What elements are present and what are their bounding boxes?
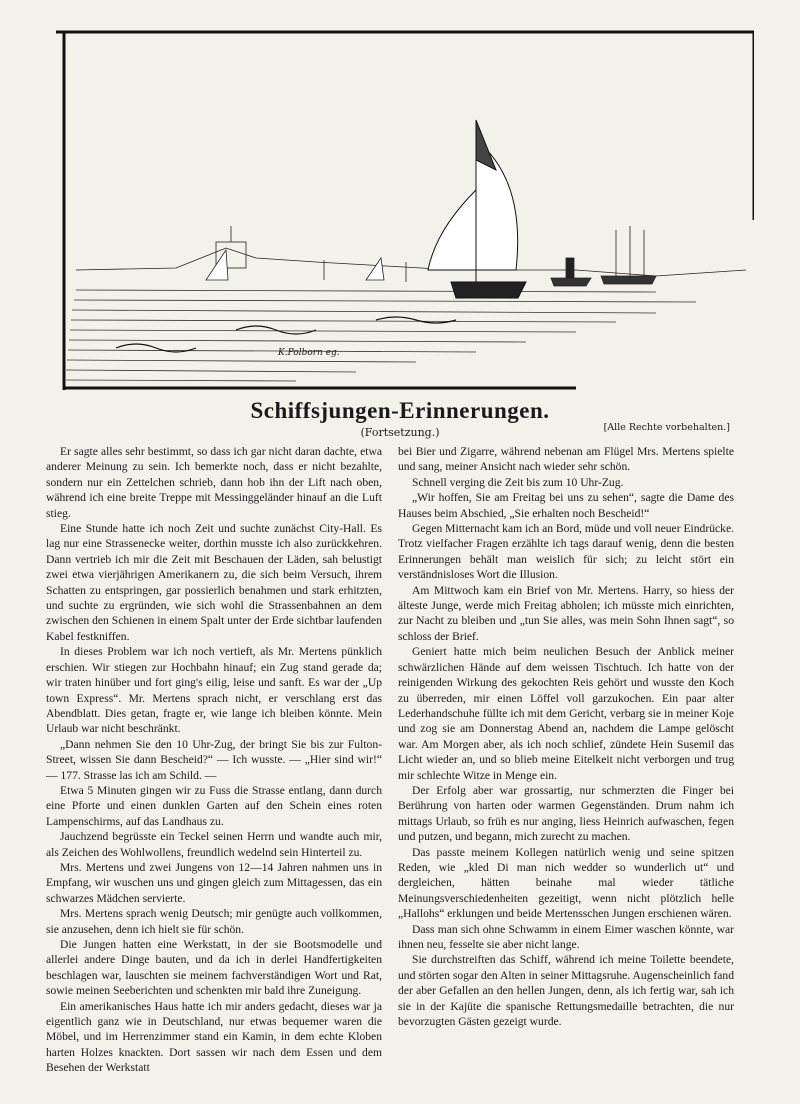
illustrator-signature: K.Polborn eg. <box>278 348 340 358</box>
paragraph: Ein amerikanisches Haus hatte ich mir anders gedacht, dieses war ja eigentlich ganz wie in Deutschland, nur etwas bequemer waren die Möbel, und im Herrenzimmer stand ein Kamin, in dem echte Kloben harten Holzes knackten. Dort sassen wir nach dem Essen und dem Besehen der Werkstatt <box>46 999 382 1075</box>
paragraph: Mrs. Mertens und zwei Jungens von 12—14 Jahren nahmen uns in Empfang, wir wuschen uns und gingen gleich zum Mittagessen, das ein schwarzes Mädchen servierte. <box>46 860 382 905</box>
article-subtitle: (Fortsetzung.) <box>360 426 440 439</box>
left-column <box>46 444 382 1076</box>
paragraph: Am Mittwoch kam ein Brief von Mr. Mertens. Harry, so hiess der älteste Junge, werde mich Freitag abholen; ich müsste mich einrichten, zur Nacht zu bleiben und „tun Sie alles, was mein Sohn Ihnen sagt“, so schloss der Brief. <box>398 583 734 643</box>
paragraph: Schnell verging die Zeit bis zum 10 Uhr-Zug. <box>412 475 624 489</box>
article-title: Schiffsjungen-Erinnerungen. <box>250 398 550 423</box>
paragraph: Geniert hatte mich beim neulichen Besuch der Anblick meiner schwärzlichen Hände auf dem weissen Tischtuch. Ich hatte von der reinigenden Wirkung des gekochten Reis gehört und wusste den Koch zu überreden, mir einen Löffel voll garzukochen. Ein paar alter Lederhandschuhe füllte ich mit dem Gericht, verbarg sie in meiner Koje und zog sie am Donnerstag Abend an, nachdem die Lampe gelöscht war. Am Morgen aber, als ich noch schlief, zündete Hein Susemil das Licht wieder an, und so blieb meine Eitelkeit nicht verborgen und trug mir schlechte Witze in Menge ein. <box>398 645 734 782</box>
paragraph: „Dann nehmen Sie den 10 Uhr-Zug, der bringt Sie bis zur Fulton-Street, wissen Sie dann Bescheid?“ — Ich wusste. — „Hier sind wir!“ — 177. Strasse las ich am Schild. — <box>46 737 382 782</box>
distant-ships <box>551 226 656 286</box>
paragraph: In dieses Problem war ich noch vertieft, als Mr. Mertens pünklich erschien. Wir stiegen zur Hochbahn hinauf; ein Zug stand gerade da; wir traten hinüber und fort ging's eilig, leise und sanft. Es war der „Up town Express“. Mr. Mertens sprach nicht, er verschlang erst das Abendblatt. Dies getan, fragte er, wie lange ich bleiben könnte. Mein Urlaub war nicht beschränkt. <box>46 645 382 736</box>
paragraph: Gegen Mitternacht kam ich an Bord, müde und voll neuer Eindrücke. Trotz vielfacher Fragen erzählte ich tags darauf wenig, denn die besten Erinnerungen behält man weislich für sich; zu leicht stört ein verständnisloses Wort die Illusion. <box>398 522 734 582</box>
small-sailboats <box>206 250 406 282</box>
rights-notice: [Alle Rechte vorbehalten.] <box>603 422 730 433</box>
paragraph: Er sagte alles sehr bestimmt, so dass ich gar nicht daran dachte, etwa anderer Meinung zu sein. Ich bemerkte noch, dass er nicht bezahlte, sondern nur ein Zettelchen schrieb, dann hob ihn der Lift nach oben, während ich eine breite Treppe mit Messinggeländer hinauf an die Luft stieg. <box>46 445 382 520</box>
paragraph: „Wir hoffen, Sie am Freitag bei uns zu sehen“, sagte die Dame des Hauses beim Abschied, „Sie erhalten noch Bescheid!“ <box>398 491 734 520</box>
paragraph: Etwa 5 Minuten gingen wir zu Fuss die Strasse entlang, dann durch eine Pforte und einen dunklen Garten auf den Schein eines roten Lampenschirms, auf das Landhaus zu. <box>46 783 382 828</box>
sailing-ship <box>428 120 526 298</box>
paragraph: Eine Stunde hatte ich noch Zeit und suchte zunächst City-Hall. Es lag nur eine Strassenecke weiter, dorthin musste ich also zurückkehren. Dann vertrieb ich mir die Zeit mit Beschauen der Läden, sah belustigt zwei etwa vierjährigen Amerikanern zu, die sich beim Versuch, ihrem Schatten zu entspringen, gar possierlich benahmen und stark erhitzten, und suchte zu ergründen, wie sich wohl die Strassenbahnen an dem zwischen den Schienen in einem Spalt unter der Erde sichtbar laufenden Kabel festkniffen. <box>46 522 382 643</box>
paragraph: Jauchzend begrüsste ein Teckel seinen Herrn und wandte auch mir, als Zeichen des Wohlwollens, freundlich wedelnd sein Hinterteil zu. <box>46 830 382 859</box>
water-hatching <box>66 290 696 381</box>
paragraph: Sie durchstreiften das Schiff, während ich meine Toilette beendete, und störten sogar den Alten in seiner Mittagsruhe. Augenscheinlich fand der aber Gefallen an den hellen Jungen, denn, als ich fertig war, sah ich sie in der Kajüte die spanische Rettungsmedaille betrachten, die nur bevorzugten Gästen gezeigt wurde. <box>398 953 734 1029</box>
foreground-waves <box>116 317 456 352</box>
right-column <box>398 444 734 1029</box>
paragraph: Das passte meinem Kollegen natürlich wenig und seine spitzen Reden, wie „kled Di man nich wedder so wunderlich ut“ und dergleichen, hätten beinahe mal wieder tätliche Meinungsverschiedenheiten gezeitigt, wenn nicht plötzlich helle „Hallohs“ erklungen und beide Mertensschen Jungen erschienen wären. <box>398 845 734 921</box>
harbor-illustration <box>56 30 754 390</box>
paragraph: Der Erfolg aber war grossartig, nur schmerzten die Finger bei Berührung von harten oder warmen Gegenständen. Drum nahm ich mittags Urlaub, so früh es nur anging, liess Heinrich aufwaschen, fegen und putzen, und begann, mich zurecht zu machen. <box>398 783 734 844</box>
paragraph: Dass man sich ohne Schwamm in einem Eimer waschen könnte, war ihnen neu, fesselte sie aber nicht lange. <box>398 922 734 951</box>
town-skyline <box>76 226 746 276</box>
illustration-frame <box>56 32 754 390</box>
paragraph: Mrs. Mertens sprach wenig Deutsch; mir genügte auch vollkommen, sie anzusehen, denn ich hielt sie für schön. <box>46 907 382 936</box>
paragraph: bei Bier und Zigarre, während nebenan am Flügel Mrs. Mertens spielte und sang, meiner Ansicht nach wieder sehr schön. <box>398 445 734 474</box>
paragraph: Die Jungen hatten eine Werkstatt, in der sie Bootsmodelle und allerlei andere Dinge bauten, und da ich in derlei Handfertigkeiten beschlagen war, lauschten sie meinem fachverständigen Wort und Rat, sowie meinen Seeberichten und schenkten mir bald ihre Zuneigung. <box>46 938 382 998</box>
